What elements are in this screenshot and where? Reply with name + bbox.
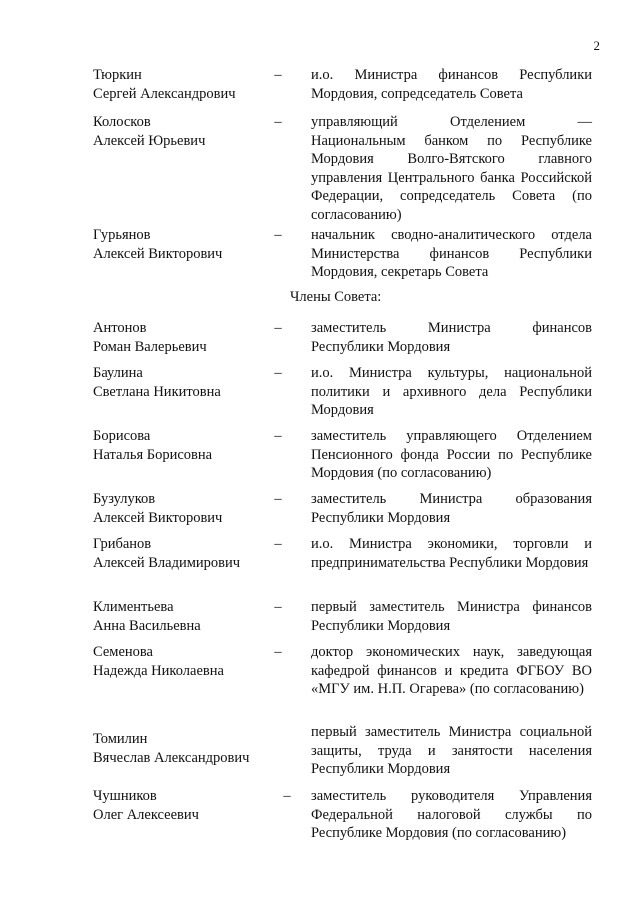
person-given-names: Олег Алексеевич	[93, 806, 199, 823]
person-name	[93, 319, 273, 356]
person-surname: Бузулуков	[93, 491, 156, 507]
person-role: и.о. Министра экономики, торговли и предпринимательства Республики Мордовия	[311, 536, 592, 571]
page-number: 2	[593, 38, 600, 53]
person-given-names: Анна Васильевна	[93, 617, 201, 634]
dash-separator: –	[283, 788, 291, 804]
section-title-council-members: Члены Совета:	[290, 289, 382, 305]
dash-separator: –	[274, 491, 282, 507]
person-role: первый заместитель Министра финансов Республики Мордовия	[311, 599, 592, 634]
dash-separator: –	[274, 644, 282, 660]
person-name	[93, 364, 273, 401]
person-surname: Семенова	[93, 644, 153, 660]
person-surname: Колосков	[93, 114, 151, 130]
person-name	[93, 643, 273, 680]
person-role: доктор экономических наук, заведующая кафедрой финансов и кредита ФГБОУ ВО «МГУ им. Н.П. Огарева» (по согласованию)	[311, 644, 592, 697]
person-surname: Томилин	[93, 731, 148, 747]
dash-separator: –	[274, 365, 282, 381]
person-role: заместитель управляющего Отделением Пенсионного фонда России по Республике Мордовия (по согласованию)	[311, 428, 592, 481]
person-given-names: Роман Валерьевич	[93, 338, 207, 355]
dash-separator: –	[274, 67, 282, 83]
person-name	[93, 427, 273, 464]
person-name	[93, 490, 273, 527]
dash-separator: –	[274, 114, 282, 130]
person-role: заместитель Министра образования Республики Мордовия	[311, 491, 592, 526]
person-surname: Грибанов	[93, 536, 152, 552]
person-given-names: Алексей Викторович	[93, 245, 223, 262]
person-given-names: Светлана Никитовна	[93, 383, 221, 400]
person-role: заместитель Министра финансов Республики Мордовия	[311, 320, 592, 355]
dash-separator: –	[274, 536, 282, 552]
person-given-names: Надежда Николаевна	[93, 662, 224, 679]
person-role: начальник сводно-аналитического отдела Министерства финансов Республики Мордовия, секретарь Совета	[311, 227, 592, 280]
person-given-names: Алексей Викторович	[93, 509, 223, 526]
person-surname: Чушников	[93, 788, 157, 804]
dash-separator: –	[274, 227, 282, 243]
person-surname: Борисова	[93, 428, 151, 444]
person-surname: Тюркин	[93, 67, 142, 83]
person-surname: Антонов	[93, 320, 147, 336]
person-surname: Баулина	[93, 365, 143, 381]
person-name	[93, 66, 273, 103]
person-given-names: Алексей Юрьевич	[93, 132, 206, 149]
dash-separator: –	[274, 320, 282, 336]
person-name	[93, 598, 273, 635]
person-given-names: Вячеслав Александрович	[93, 749, 250, 766]
person-role: управляющий Отделением — Национальным банком по Республике Мордовия Волго-Вятского главного управления Центрального банка Российской Федерации, сопредседатель Совета (по согласованию)	[311, 114, 592, 223]
person-name	[93, 787, 273, 824]
person-role: первый заместитель Министра социальной защиты, труда и занятости населения Республики Мордовия	[311, 724, 592, 777]
person-role: заместитель руководителя Управления Федеральной налоговой службы по Республике Мордовия (по согласованию)	[311, 788, 592, 841]
person-name	[93, 535, 273, 572]
person-given-names: Сергей Александрович	[93, 85, 236, 102]
person-surname: Климентьева	[93, 599, 174, 615]
person-name	[93, 730, 273, 767]
person-given-names: Алексей Владимирович	[93, 554, 241, 571]
dash-separator: –	[274, 428, 282, 444]
person-role: и.о. Министра культуры, национальной политики и архивного дела Республики Мордовия	[311, 365, 592, 418]
dash-separator: –	[274, 599, 282, 615]
person-name	[93, 226, 273, 263]
person-given-names: Наталья Борисовна	[93, 446, 213, 463]
person-name	[93, 113, 273, 150]
person-surname: Гурьянов	[93, 227, 151, 243]
person-role: и.о. Министра финансов Республики Мордовия, сопредседатель Совета	[311, 67, 592, 102]
